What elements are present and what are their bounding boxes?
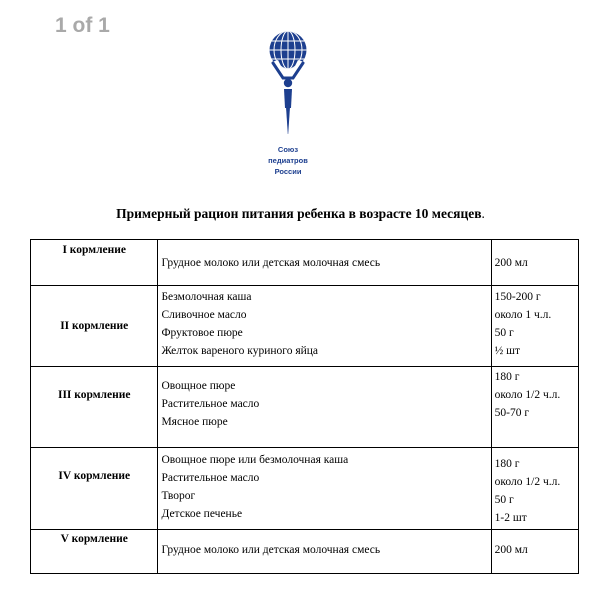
amount-item: 50 г (494, 494, 514, 506)
amount-item: около 1/2 ч.л. (494, 389, 561, 401)
amount-item: 180 г (494, 371, 520, 383)
feeding-cell: III кормление (31, 367, 158, 448)
feeding-cell: II кормление (31, 286, 158, 367)
feeding-cell: IV кормление (31, 448, 158, 530)
food-item: Растительное масло (161, 472, 260, 484)
amount-item: около 1 ч.л. (494, 309, 552, 321)
amount-item: ½ шт (494, 345, 521, 357)
logo-line: педиатров (268, 156, 308, 165)
ration-table (30, 239, 579, 574)
table-row (31, 286, 579, 367)
food-cell (158, 448, 491, 530)
food-item: Желток вареного куриного яйца (161, 345, 319, 357)
feeding-cell: I кормление (31, 240, 158, 286)
title-period: . (481, 206, 485, 221)
amount-cell (491, 530, 578, 574)
amount-item: 50 г (494, 327, 514, 339)
feeding-cell: V кормление (31, 530, 158, 574)
amount-cell (491, 240, 578, 286)
food-cell (158, 286, 491, 367)
amount-item: 1-2 шт (494, 512, 527, 524)
table-row (31, 530, 579, 574)
food-item: Мясное пюре (161, 416, 228, 428)
food-item: Овощное пюре (161, 380, 236, 392)
logo-line: Союз (277, 145, 299, 154)
food-item: Овощное пюре или безмолочная каша (161, 454, 349, 466)
document-title (0, 206, 601, 222)
food-cell (158, 530, 491, 574)
table-row (31, 367, 579, 448)
food-item: Фруктовое пюре (161, 327, 243, 339)
table-row (31, 240, 579, 286)
amount-item: 150-200 г (494, 291, 541, 303)
food-item: Растительное масло (161, 398, 260, 410)
amount-cell (491, 286, 578, 367)
food-item: Сливочное масло (161, 309, 247, 321)
amount-cell (491, 367, 578, 448)
food-cell (158, 240, 491, 286)
food-cell (158, 367, 491, 448)
food-item: Детское печенье (161, 508, 243, 520)
amount-item: 200 мл (494, 257, 528, 269)
amount-item: 180 г (494, 458, 520, 470)
logo-caption (252, 144, 324, 177)
food-item: Безмолочная каша (161, 291, 252, 303)
table-row (31, 448, 579, 530)
amount-item: 50-70 г (494, 407, 530, 419)
amount-item: около 1/2 ч.л. (494, 476, 561, 488)
amount-item: 200 мл (494, 544, 528, 556)
title-text: Примерный рацион питания ребенка в возрасте 10 месяцев (116, 206, 482, 221)
page-counter: 1 of 1 (55, 14, 110, 37)
logo (258, 30, 318, 185)
globe-person-icon (263, 30, 313, 142)
amount-cell (491, 448, 578, 530)
food-item: Творог (161, 490, 196, 502)
logo-line: России (274, 167, 302, 176)
food-item: Грудное молоко или детская молочная смесь (161, 544, 381, 556)
food-item: Грудное молоко или детская молочная смесь (161, 257, 381, 269)
